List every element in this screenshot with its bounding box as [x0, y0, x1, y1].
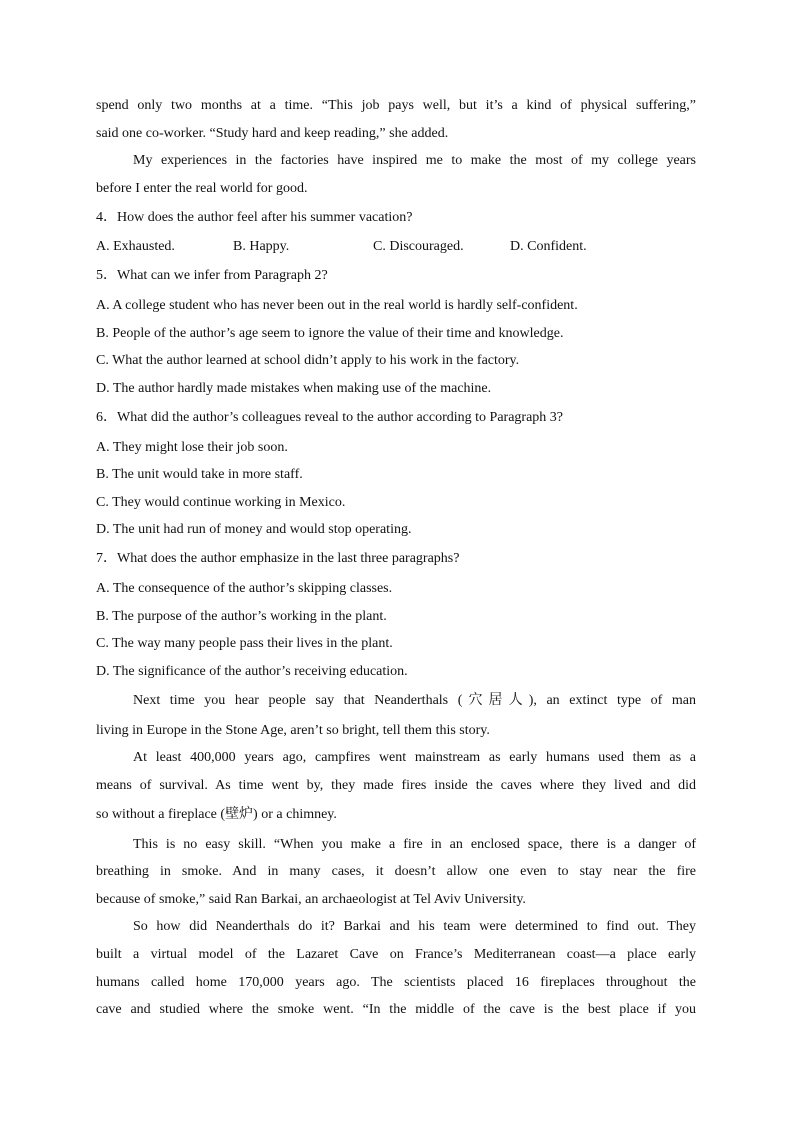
- question-6-option-a: A. They might lose their job soon.: [96, 440, 288, 455]
- question-4-option-b: B. Happy.: [233, 239, 290, 254]
- question-5-option-d: D. The author hardly made mistakes when making use of the machine.: [96, 381, 492, 396]
- question-5-option-b: B. People of the author’s age seem to ignore the value of their time and knowledge.: [96, 326, 564, 341]
- question-5-option-c: C. What the author learned at school didn’t apply to his work in the factory.: [96, 353, 520, 368]
- question-6-option-b: B. The unit would take in more staff.: [96, 467, 303, 482]
- question-5-stem: 5．What can we infer from Paragraph 2?: [96, 268, 328, 283]
- passage-b-p2-line-1: At least 400,000 years ago, campfires went mainstream as early humans used them as a: [133, 750, 696, 765]
- passage-a-line-1: spend only two months at a time. “This job pays well, but it’s a kind of physical suffering,”: [96, 98, 696, 113]
- passage-b-p1-line-1: Next time you hear people say that Neanderthals (穴居人), an extinct type of man: [133, 693, 696, 708]
- passage-b-p4-line-3: humans called home 170,000 years ago. The scientists placed 16 fireplaces throughout the: [96, 975, 696, 990]
- question-7-stem: 7．What does the author emphasize in the last three paragraphs?: [96, 551, 460, 566]
- passage-b-p4-line-2: built a virtual model of the Lazaret Cave on France’s Mediterranean coast—a place early: [96, 947, 696, 962]
- question-6-option-c: C. They would continue working in Mexico.: [96, 495, 346, 510]
- passage-b-p4-line-1: So how did Neanderthals do it? Barkai and his team were determined to find out. They: [133, 919, 696, 934]
- question-7-option-d: D. The significance of the author’s receiving education.: [96, 664, 408, 679]
- question-4-options: [96, 237, 696, 257]
- passage-b-p1-line-2: living in Europe in the Stone Age, aren’t so bright, tell them this story.: [96, 723, 490, 738]
- passage-b-p3-line-1: This is no easy skill. “When you make a fire in an enclosed space, there is a danger of: [133, 837, 696, 852]
- question-7-option-c: C. The way many people pass their lives in the plant.: [96, 636, 393, 651]
- question-7-option-b: B. The purpose of the author’s working in the plant.: [96, 609, 387, 624]
- passage-b-p3-line-2: breathing in smoke. And in many cases, it doesn’t allow one even to stay near the fire: [96, 864, 696, 879]
- question-4-stem: 4．How does the author feel after his summer vacation?: [96, 210, 413, 225]
- question-6-option-d: D. The unit had run of money and would stop operating.: [96, 522, 412, 537]
- passage-a-line-3: My experiences in the factories have inspired me to make the most of my college years: [133, 153, 696, 168]
- question-4-option-d: D. Confident.: [510, 239, 587, 254]
- passage-b-p2-line-3: so without a fireplace (壁炉) or a chimney.: [96, 807, 337, 822]
- passage-a-line-4: before I enter the real world for good.: [96, 181, 308, 196]
- question-5-option-a: A. A college student who has never been out in the real world is hardly self-confident.: [96, 298, 578, 313]
- question-4-option-c: C. Discouraged.: [373, 239, 464, 254]
- question-7-option-a: A. The consequence of the author’s skipping classes.: [96, 581, 393, 596]
- passage-b-p2-line-2: means of survival. As time went by, they made fires inside the caves where they lived and did: [96, 778, 696, 793]
- question-6-stem: 6．What did the author’s colleagues reveal to the author according to Paragraph 3?: [96, 410, 564, 425]
- passage-b-p3-line-3: because of smoke,” said Ran Barkai, an archaeologist at Tel Aviv University.: [96, 892, 526, 907]
- passage-a-line-2: said one co-worker. “Study hard and keep reading,” she added.: [96, 126, 449, 141]
- question-4-option-a: A. Exhausted.: [96, 239, 175, 254]
- passage-b-p4-line-4: cave and studied where the smoke went. “In the middle of the cave is the best place if you: [96, 1002, 696, 1017]
